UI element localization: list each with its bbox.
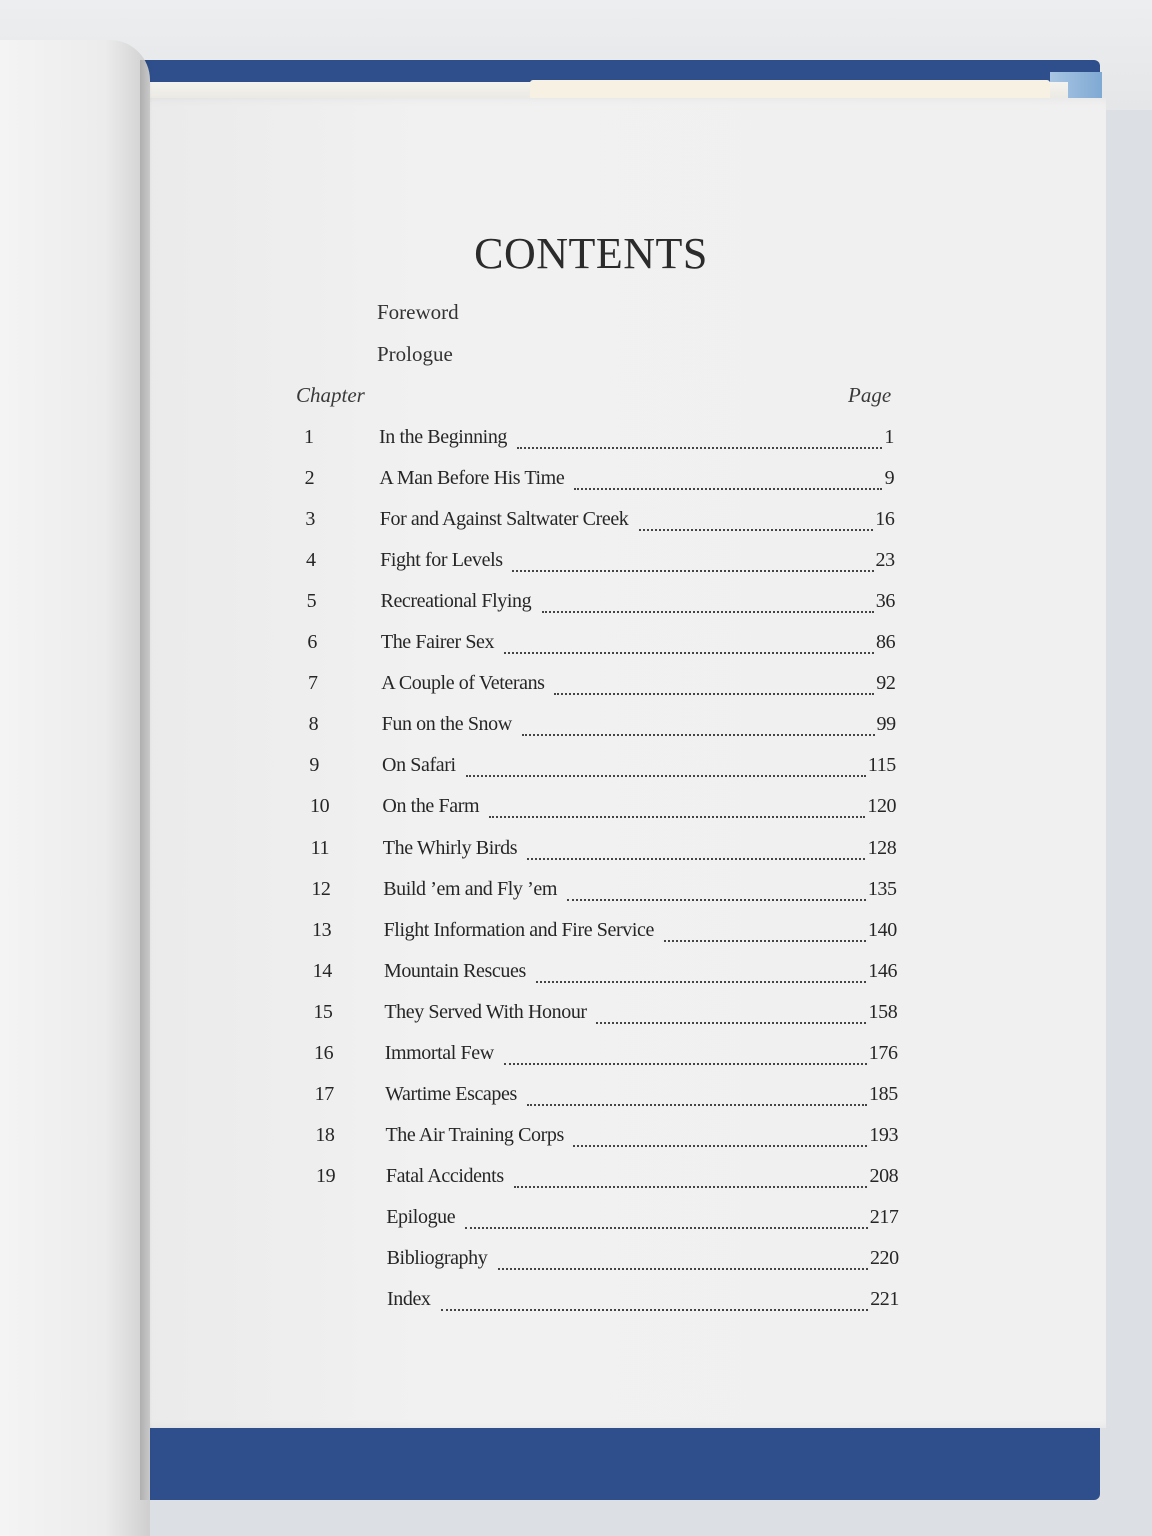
- toc-entry: [0, 1001, 1152, 1029]
- page-title: CONTENTS: [474, 229, 708, 278]
- toc-entry: [0, 590, 1152, 618]
- toc-chapter-title: Index: [387, 1288, 431, 1311]
- toc-chapter-title: The Whirly Birds: [382, 836, 518, 859]
- toc-page-number: 140: [868, 918, 897, 941]
- toc-chapter-number: 18: [315, 1123, 335, 1146]
- front-matter-foreword: Foreword: [377, 300, 459, 324]
- toc-chapter-number: 2: [304, 467, 315, 490]
- toc-entry: [0, 1206, 1152, 1234]
- toc-entry: [0, 672, 1152, 700]
- toc-page-number: 1: [884, 426, 894, 448]
- toc-chapter-number: 9: [309, 754, 319, 777]
- toc-chapter-title: Mountain Rescues: [383, 959, 526, 982]
- toc-page-number: 86: [876, 631, 896, 654]
- toc-entry: [0, 549, 1152, 577]
- toc-chapter-title: Flight Information and Fire Service: [383, 918, 654, 941]
- toc-entry: [0, 426, 1152, 454]
- toc-chapter-number: 1: [304, 426, 314, 448]
- toc-dot-leader: [573, 1143, 867, 1147]
- toc-dot-leader: [514, 1184, 867, 1188]
- toc-entry: [0, 508, 1152, 536]
- toc-dot-leader: [639, 527, 874, 531]
- toc-entry: [0, 1165, 1152, 1193]
- toc-chapter-number: 10: [310, 795, 330, 818]
- toc-page-number: 217: [869, 1205, 899, 1228]
- toc-page-number: 36: [875, 590, 895, 613]
- toc-chapter-number: 5: [306, 590, 317, 613]
- toc-entry: [0, 631, 1152, 659]
- toc-dot-leader: [489, 814, 865, 818]
- toc-chapter-number: 15: [313, 1000, 333, 1023]
- toc-entry: [0, 960, 1152, 988]
- chapter-column-header: Chapter: [296, 383, 365, 407]
- toc-chapter-number: 14: [312, 959, 332, 982]
- toc-dot-leader: [465, 1225, 867, 1229]
- toc-entry: [0, 467, 1152, 495]
- toc-dot-leader: [466, 773, 866, 777]
- toc-chapter-title: For and Against Saltwater Creek: [379, 508, 629, 531]
- toc-dot-leader: [517, 445, 882, 449]
- toc-entry: [0, 1042, 1152, 1070]
- toc-page-number: 220: [869, 1247, 899, 1269]
- toc-page-number: 135: [867, 877, 897, 900]
- toc-chapter-title: Wartime Escapes: [385, 1082, 517, 1105]
- toc-entry: [0, 795, 1152, 823]
- toc-chapter-title: On the Farm: [382, 795, 480, 818]
- toc-dot-leader: [498, 1266, 868, 1270]
- toc-chapter-number: 13: [312, 918, 332, 941]
- toc-page-number: 193: [869, 1123, 899, 1146]
- toc-chapter-number: 7: [308, 672, 318, 695]
- toc-chapter-title: Bibliography: [386, 1247, 488, 1269]
- toc-entry: [0, 1083, 1152, 1111]
- page-column-header: Page: [848, 383, 892, 407]
- toc-entry: [0, 837, 1152, 865]
- toc-entry: [0, 713, 1152, 741]
- toc-dot-leader: [504, 1061, 867, 1065]
- toc-page-number: 99: [876, 713, 896, 736]
- toc-chapter-number: 11: [310, 836, 330, 859]
- toc-dot-leader: [504, 650, 874, 654]
- toc-dot-leader: [527, 1102, 867, 1106]
- toc-entry: [0, 1124, 1152, 1152]
- toc-chapter-number: 16: [314, 1041, 334, 1064]
- toc-chapter-title: In the Beginning: [379, 426, 508, 448]
- toc-dot-leader: [536, 979, 866, 983]
- toc-dot-leader: [664, 938, 866, 942]
- toc-chapter-title: Epilogue: [386, 1205, 456, 1228]
- toc-chapter-title: A Couple of Veterans: [381, 672, 545, 695]
- toc-chapter-number: 3: [305, 508, 315, 531]
- toc-page-number: 176: [868, 1041, 898, 1064]
- toc-dot-leader: [567, 897, 865, 901]
- toc-chapter-title: Build ’em and Fly ’em: [383, 877, 557, 900]
- toc-entry: [0, 1247, 1152, 1275]
- toc-chapter-number: 17: [314, 1082, 334, 1105]
- toc-page-number: 120: [867, 795, 897, 818]
- toc-page-number: 92: [876, 672, 896, 695]
- toc-page-number: 23: [875, 549, 895, 572]
- toc-dot-leader: [554, 691, 874, 695]
- toc-chapter-title: The Fairer Sex: [380, 631, 495, 654]
- toc-dot-leader: [542, 609, 874, 613]
- toc-chapter-title: Fun on the Snow: [381, 713, 512, 736]
- toc-chapter-title: They Served With Honour: [384, 1000, 587, 1023]
- toc-page-number: 146: [868, 959, 898, 982]
- toc-chapter-number: 8: [308, 713, 319, 736]
- toc-chapter-title: Immortal Few: [384, 1041, 494, 1064]
- toc-page-number: 128: [867, 836, 897, 859]
- toc-chapter-title: Recreational Flying: [380, 590, 532, 613]
- toc-page-number: 185: [869, 1082, 898, 1105]
- toc-chapter-title: A Man Before His Time: [379, 467, 565, 490]
- toc-entry: [0, 878, 1152, 906]
- toc-chapter-number: 6: [307, 631, 317, 654]
- toc-chapter-title: Fatal Accidents: [385, 1164, 504, 1187]
- toc-page-number: 9: [884, 467, 895, 490]
- toc-dot-leader: [527, 856, 866, 860]
- toc-dot-leader: [522, 732, 875, 736]
- toc-entry: [0, 1288, 1152, 1316]
- toc-dot-leader: [574, 486, 882, 490]
- toc-page-number: 208: [869, 1164, 899, 1187]
- toc-chapter-title: On Safari: [382, 754, 456, 777]
- toc-chapter-number: 19: [316, 1164, 336, 1187]
- toc-dot-leader: [441, 1307, 868, 1311]
- toc-dot-leader: [512, 568, 874, 572]
- toc-chapter-number: 4: [306, 549, 316, 572]
- toc-page-number: 158: [868, 1000, 898, 1023]
- toc-entry: [0, 919, 1152, 947]
- toc-page-number: 115: [867, 754, 896, 777]
- front-matter-prologue: Prologue: [377, 342, 453, 366]
- toc-page-number: 221: [870, 1288, 899, 1311]
- toc-chapter-title: The Air Training Corps: [385, 1123, 564, 1146]
- toc-page-number: 16: [875, 508, 895, 531]
- toc-chapter-title: Fight for Levels: [380, 549, 503, 572]
- toc-chapter-number: 12: [311, 877, 331, 900]
- toc-dot-leader: [596, 1020, 866, 1024]
- toc-entry: [0, 754, 1152, 782]
